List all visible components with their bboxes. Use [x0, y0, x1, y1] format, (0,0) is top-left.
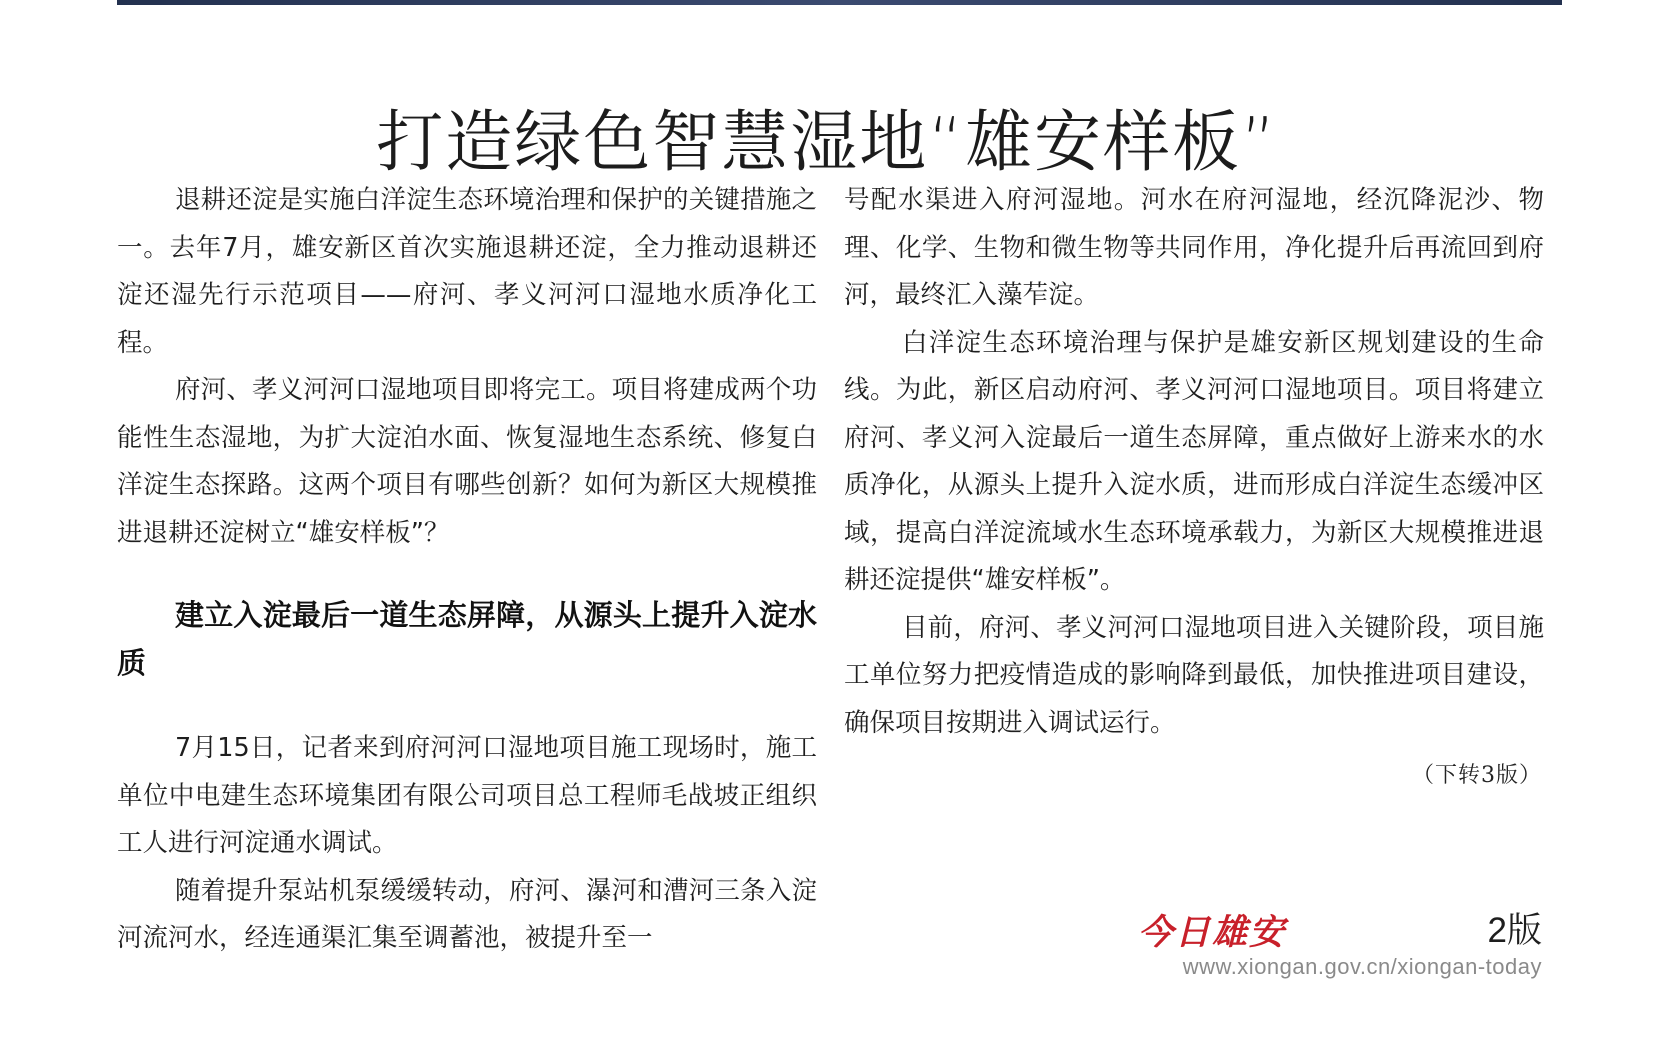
paragraph: 随着提升泵站机泵缓缓转动，府河、瀑河和漕河三条入淀河流河水，经连通渠汇集至调蓄池，被提升至一	[117, 875, 817, 953]
section-subheading: 建立入淀最后一道生态屏障，从源头上提升入淀水质	[117, 598, 817, 680]
paragraph: 目前，府河、孝义河河口湿地项目进入关键阶段，项目施工单位努力把疫情造成的影响降到最低，加快推进项目建设，确保项目按期进入调试运行。	[844, 612, 1544, 738]
paragraph: 号配水渠进入府河湿地。河水在府河湿地，经沉降泥沙、物理、化学、生物和微生物等共同作用，净化提升后再流回到府河，最终汇入藻苲淀。	[844, 185, 1544, 310]
left-column	[117, 177, 817, 963]
footer-url[interactable]: www.xiongan.gov.cn/xiongan-today	[1182, 954, 1542, 979]
paragraph: 府河、孝义河河口湿地项目即将完工。项目将建成两个功能性生态湿地，为扩大淀泊水面、恢复湿地生态系统、修复白洋淀生态探路。这两个项目有哪些创新？如何为新区大规模推进退耕还淀树立“雄安样板”？	[117, 375, 817, 548]
publication-logo: 今日雄安	[1138, 912, 1287, 953]
paragraph: 7月15日，记者来到府河河口湿地项目施工现场时，施工单位中电建生态环境集团有限公司项目总工程师毛战坡正组织工人进行河淀通水调试。	[117, 733, 817, 858]
right-column	[844, 177, 1544, 747]
page-number: 2版	[1487, 911, 1542, 950]
top-rule	[117, 0, 1562, 5]
paragraph: 白洋淀生态环境治理与保护是雄安新区规划建设的生命线。为此，新区启动府河、孝义河河口湿地项目。项目将建立府河、孝义河入淀最后一道生态屏障，重点做好上游来水的水质净化，从源头上提升入淀水质，进而形成白洋淀生态缓冲区域，提高白洋淀流域水生态环境承载力，为新区大规模推进退耕还淀提供“雄安样板”。	[844, 327, 1544, 595]
continued-note: （下转3版）	[1412, 763, 1542, 788]
paragraph: 退耕还淀是实施白洋淀生态环境治理和保护的关键措施之一。去年7月，雄安新区首次实施退耕还淀，全力推动退耕还淀还湿先行示范项目——府河、孝义河河口湿地水质净化工程。	[117, 185, 817, 358]
article-headline: 打造绿色智慧湿地“雄安样板”	[376, 102, 1278, 181]
